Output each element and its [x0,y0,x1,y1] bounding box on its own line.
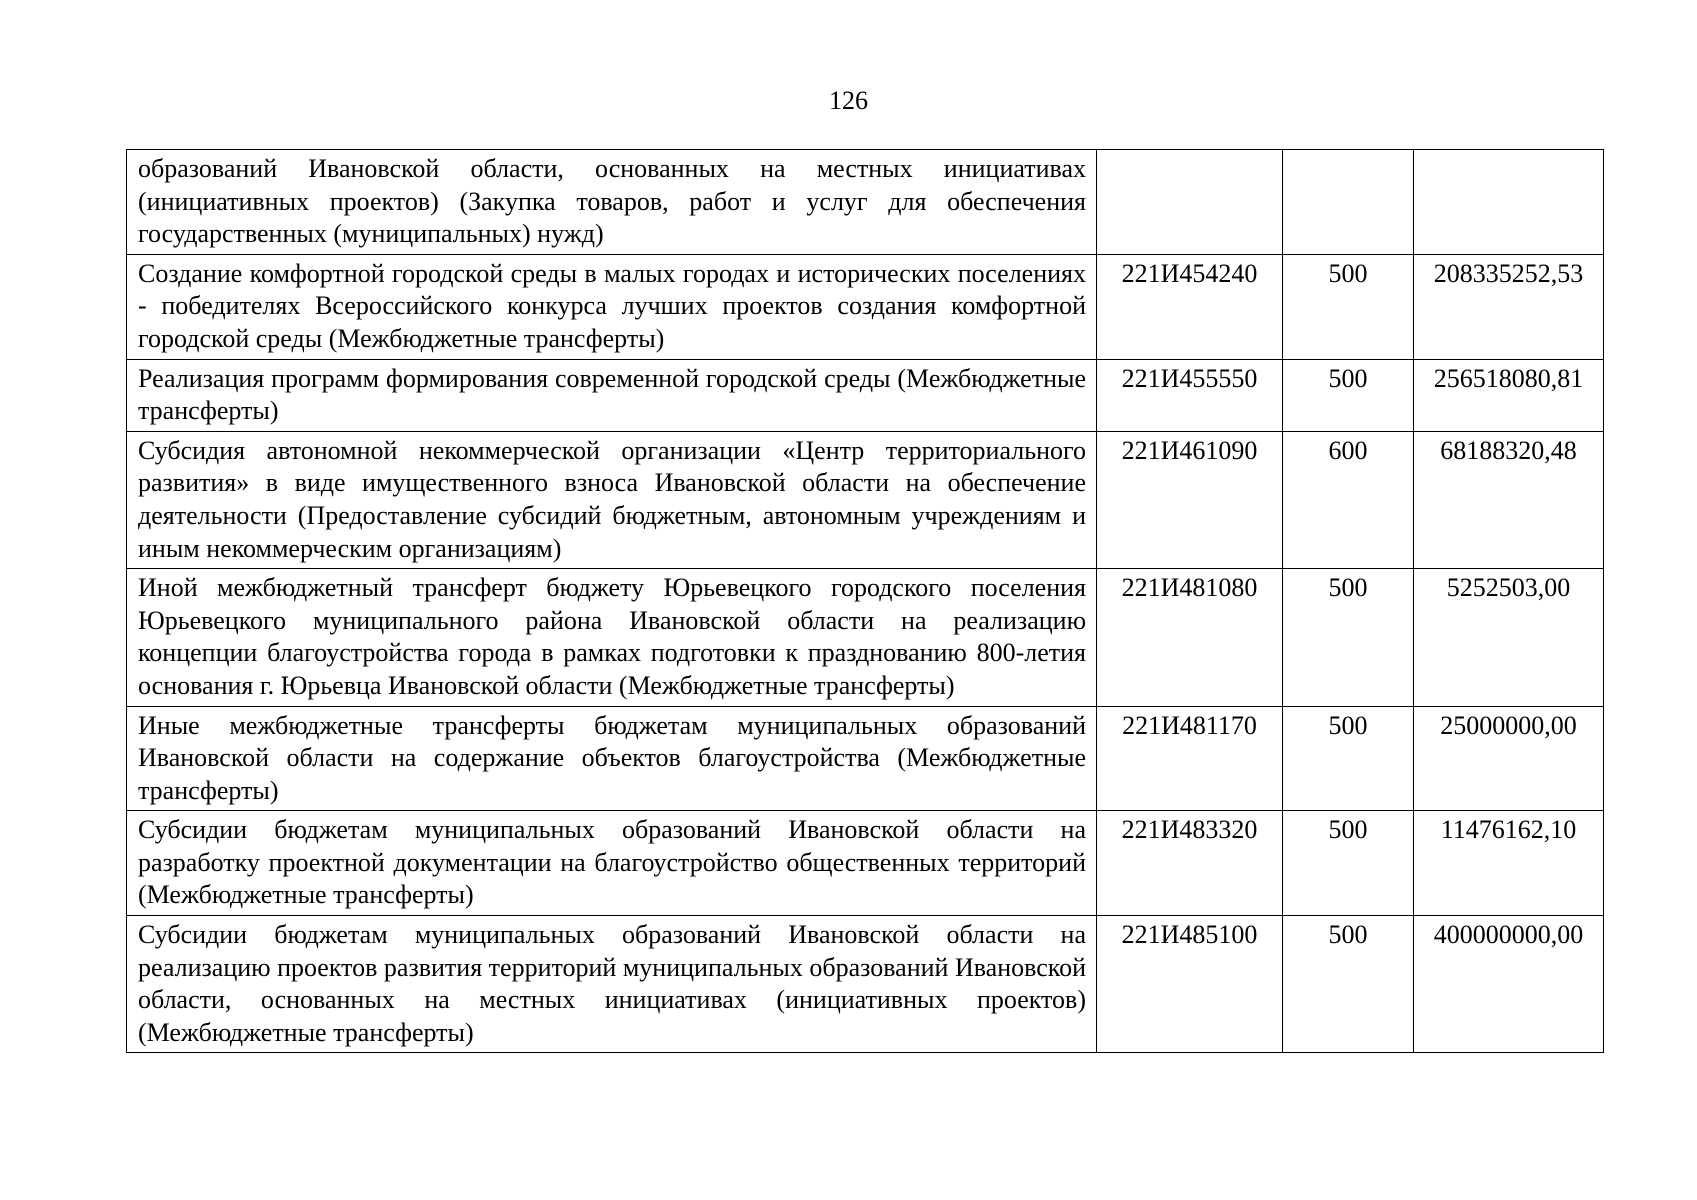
row-expense-type: 600 [1283,431,1414,568]
row-description: Иной межбюджетный трансферт бюджету Юрьевецкого городского поселения Юрьевецкого муниципального района Ивановской области на реализацию концепции благоустройства города в рамках подготовки к празднованию 800-летия основания г. Юрьевца Ивановской области (Межбюджетные трансферты) [127,569,1097,706]
row-description: Реализация программ формирования современной городской среды (Межбюджетные трансферты) [127,359,1097,431]
table-row [127,359,1604,431]
table-row [127,916,1604,1053]
row-code: 221И481170 [1097,706,1283,811]
page-number: 126 [829,86,868,115]
row-amount [1414,150,1604,255]
row-expense-type [1283,150,1414,255]
row-expense-type: 500 [1283,569,1414,706]
row-code: 221И454240 [1097,254,1283,359]
table-row [127,431,1604,568]
row-expense-type: 500 [1283,811,1414,916]
row-expense-type: 500 [1283,706,1414,811]
row-expense-type: 500 [1283,359,1414,431]
row-code: 221И455550 [1097,359,1283,431]
row-description: Субсидии бюджетам муниципальных образований Ивановской области на разработку проектной документации на благоустройство общественных территорий (Межбюджетные трансферты) [127,811,1097,916]
row-amount: 208335252,53 [1414,254,1604,359]
row-amount: 68188320,48 [1414,431,1604,568]
row-amount: 256518080,81 [1414,359,1604,431]
row-expense-type: 500 [1283,254,1414,359]
row-code: 221И483320 [1097,811,1283,916]
table-row [127,569,1604,706]
budget-table [126,149,1604,1053]
table-row [127,150,1604,255]
table-row [127,706,1604,811]
row-description: Субсидия автономной некоммерческой организации «Центр территориального развития» в виде имущественного взноса Ивановской области на обеспечение деятельности (Предоставление субсидий бюджетным, автономным учреждениям и иным некоммерческим организациям) [127,431,1097,568]
row-amount: 5252503,00 [1414,569,1604,706]
row-description: Субсидии бюджетам муниципальных образований Ивановской области на реализацию проектов развития территорий муниципальных образований Ивановской области, основанных на местных инициативах (инициативных проектов) (Межбюджетные трансферты) [127,916,1097,1053]
row-expense-type: 500 [1283,916,1414,1053]
row-code: 221И485100 [1097,916,1283,1053]
row-amount: 400000000,00 [1414,916,1604,1053]
table-row [127,254,1604,359]
table-row [127,811,1604,916]
row-code [1097,150,1283,255]
row-amount: 25000000,00 [1414,706,1604,811]
row-description: Создание комфортной городской среды в малых городах и исторических поселениях - победителях Всероссийского конкурса лучших проектов создания комфортной городской среды (Межбюджетные трансферты) [127,254,1097,359]
row-description: Иные межбюджетные трансферты бюджетам муниципальных образований Ивановской области на содержание объектов благоустройства (Межбюджетные трансферты) [127,706,1097,811]
row-code: 221И461090 [1097,431,1283,568]
row-description: образований Ивановской области, основанных на местных инициативах (инициативных проектов) (Закупка товаров, работ и услуг для обеспечения государственных (муниципальных) нужд) [127,150,1097,255]
row-amount: 11476162,10 [1414,811,1604,916]
row-code: 221И481080 [1097,569,1283,706]
